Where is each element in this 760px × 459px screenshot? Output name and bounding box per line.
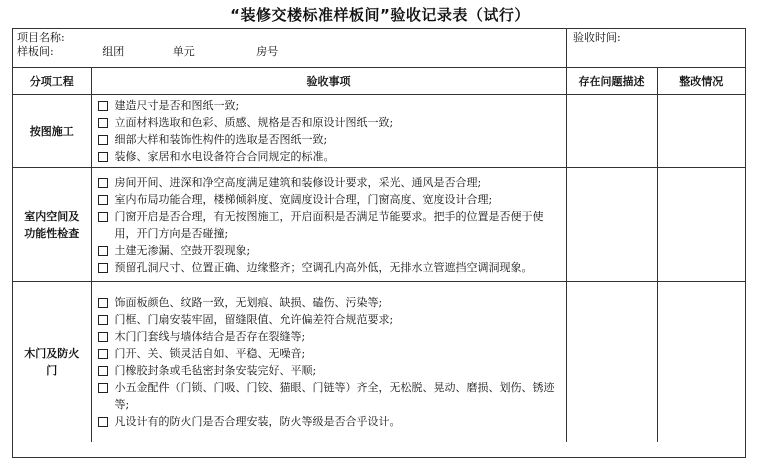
- category-label-line2: 门: [46, 364, 58, 377]
- check-item-text: 室内布局功能合理，楼梯倾斜度、宽阔度设计合理，门窗高度、宽度设计合理;: [114, 192, 493, 206]
- check-item-text: 预留孔洞尺寸、位置正确、边缘整齐；空调孔内高外低，无排水立管遮挡空调洞现象。: [114, 260, 533, 274]
- category-label-line2: 功能性检查: [24, 226, 80, 240]
- check-item: [98, 131, 562, 148]
- info-divider: [566, 29, 567, 68]
- check-item: [98, 379, 562, 413]
- check-item-text: 门框、门扇安装牢固，留缝限值、允许偏差符合规范要求;: [114, 313, 394, 326]
- check-item-text: 凡设计有的防火门是否合理安装，防火等级是否合乎设计。: [114, 415, 401, 428]
- check-item-text: 门橡胶封条或毛毡密封条安装完好、平顺;: [114, 364, 317, 377]
- table-row: [13, 282, 745, 443]
- check-item-text: 门开、关、锁灵活自如、平稳、无噪音;: [114, 347, 306, 360]
- checkbox-icon[interactable]: [98, 135, 108, 145]
- table-row: [13, 95, 745, 168]
- check-item-text: 土建无渗漏、空鼓开裂现象;: [114, 243, 251, 257]
- check-item-text: 小五金配件（门锁、门吸、门铰、猫眼、门链等）齐全，无松脱、晃动、磨损、划伤、锈迹等;: [114, 381, 555, 411]
- category-cell: [13, 282, 91, 443]
- checkbox-icon[interactable]: [98, 349, 108, 359]
- category-cell: [13, 168, 91, 282]
- problem-cell[interactable]: [566, 95, 657, 168]
- items-cell: [91, 95, 566, 168]
- project-info-row: [13, 29, 745, 68]
- header-category: 分项工程: [13, 68, 91, 95]
- table-header-row: [13, 68, 745, 95]
- check-item-text: 装修、家居和水电设备符合合同规定的标准。: [114, 150, 335, 163]
- check-item: [98, 413, 562, 430]
- check-item-text: 细部大样和装饰性构件的选取是否图纸一致;: [114, 133, 328, 146]
- unit-label: 单元: [172, 45, 195, 58]
- check-item: [98, 311, 562, 328]
- check-item: [98, 328, 562, 345]
- checkbox-icon[interactable]: [98, 332, 108, 342]
- check-item: [98, 191, 562, 208]
- form-title: “装修交楼标准样板间”验收记录表（试行）: [230, 6, 530, 24]
- acceptance-time-label: 验收时间:: [573, 31, 621, 44]
- checkbox-icon[interactable]: [98, 315, 108, 325]
- header-problem: 存在问题描述: [566, 68, 657, 95]
- problem-cell[interactable]: [566, 282, 657, 443]
- rectify-cell[interactable]: [657, 282, 745, 443]
- checkbox-icon[interactable]: [98, 417, 108, 427]
- check-item-text: 门窗开启是否合理，有无按图施工，开启面积是否满足节能要求。把手的位置是否便于使用，开门方向是否碰撞;: [114, 209, 544, 240]
- checkbox-icon[interactable]: [98, 212, 108, 222]
- check-item-text: 房间开间、进深和净空高度满足建筑和装修设计要求，采光、通风是否合理;: [114, 175, 482, 189]
- group-label: 组团: [102, 45, 125, 58]
- project-name-label: 项目名称:: [17, 31, 65, 44]
- project-info: [17, 31, 278, 59]
- check-item: [98, 97, 562, 114]
- sample-room-label: 样板间:: [17, 45, 54, 58]
- category-label-line1: 木门及防火: [24, 347, 80, 360]
- header-items: 验收事项: [91, 68, 566, 95]
- room-number-label: 房号: [256, 45, 279, 58]
- acceptance-table: [13, 67, 745, 442]
- checkbox-icon[interactable]: [98, 246, 108, 256]
- problem-cell[interactable]: [566, 168, 657, 282]
- check-item: [98, 259, 562, 276]
- rectify-cell[interactable]: [657, 168, 745, 282]
- check-item: [98, 174, 562, 191]
- category-label: 按图施工: [29, 124, 74, 138]
- check-item: [98, 148, 562, 165]
- check-item-text: 立面材料选取和色彩、质感、规格是否和原设计图纸一致;: [114, 116, 394, 129]
- table-row: [13, 168, 745, 282]
- header-rectify: 整改情况: [657, 68, 745, 95]
- check-item: [98, 345, 562, 362]
- category-label-line1: 室内空间及: [24, 209, 80, 223]
- checkbox-icon[interactable]: [98, 118, 108, 128]
- checkbox-icon[interactable]: [98, 298, 108, 308]
- acceptance-form: [12, 28, 746, 458]
- checkbox-icon[interactable]: [98, 263, 108, 273]
- check-item: [98, 114, 562, 131]
- items-cell: [91, 282, 566, 443]
- check-item-text: 饰面板颜色、纹路一致，无划痕、缺损、磕伤、污染等;: [114, 296, 383, 309]
- check-item-text: 建造尺寸是否和图纸一致;: [114, 99, 240, 112]
- check-item-text: 木门门套线与墙体结合是否存在裂缝等;: [114, 330, 306, 343]
- checkbox-icon[interactable]: [98, 101, 108, 111]
- category-cell: [13, 95, 91, 168]
- checkbox-icon[interactable]: [98, 383, 108, 393]
- check-item: [98, 242, 562, 259]
- sample-room-line: [17, 45, 278, 59]
- items-cell: [91, 168, 566, 282]
- checkbox-icon[interactable]: [98, 178, 108, 188]
- checkbox-icon[interactable]: [98, 195, 108, 205]
- check-item: [98, 362, 562, 379]
- checkbox-icon[interactable]: [98, 366, 108, 376]
- checkbox-icon[interactable]: [98, 152, 108, 162]
- check-item: [98, 208, 562, 242]
- check-item: [98, 294, 562, 311]
- rectify-cell[interactable]: [657, 95, 745, 168]
